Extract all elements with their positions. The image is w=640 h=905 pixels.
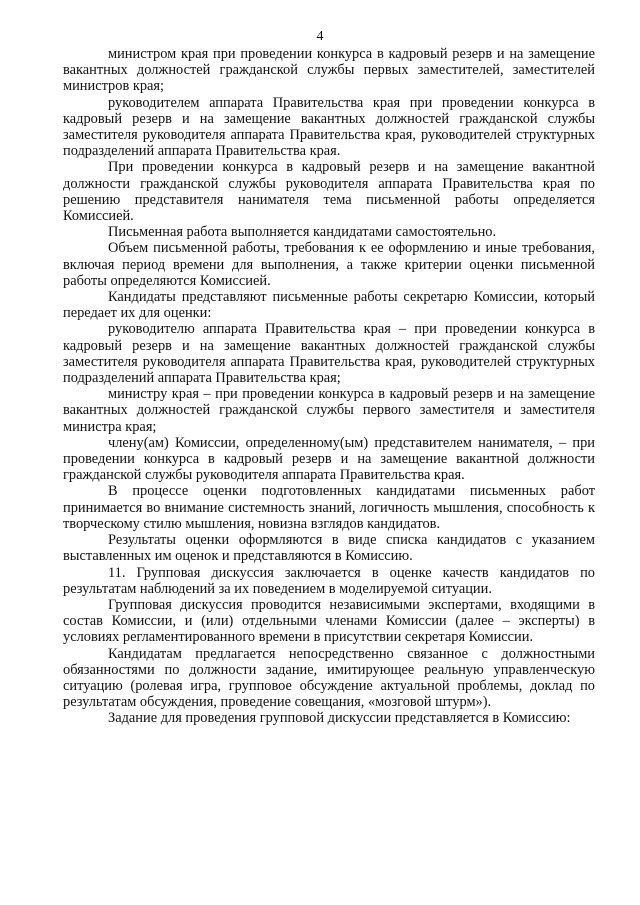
paragraph: Задание для проведения групповой дискуссии представляется в Комиссию:	[108, 710, 571, 727]
paragraph: руководителем аппарата Правительства края при проведении конкурса в кадровый резерв и на замещение вакантных должностей гражданской службы заместителя руководителя аппарата Правительства края, руководителей структурных подразделений аппарата Правительства края.	[63, 94, 595, 160]
paragraph: 11. Групповая дискуссия заключается в оценке качеств кандидатов по результатам наблюдений за их поведением в моделируемой ситуации.	[63, 564, 595, 597]
paragraph: министром края при проведении конкурса в кадровый резерв и на замещение вакантных должностей гражданской службы первых заместителей, заместителей министров края;	[63, 46, 595, 95]
paragraph: В процессе оценки подготовленных кандидатами письменных работ принимается во внимание системность знаний, логичность мышления, способность к творческому стилю мышления, новизна взглядов кандидатов.	[63, 483, 595, 532]
document-body	[63, 46, 595, 727]
paragraph: Объем письменной работы, требования к ее оформлению и иные требования, включая период времени для выполнения, а также критерии оценки письменной работы определяются Комиссией.	[63, 240, 595, 289]
paragraph: При проведении конкурса в кадровый резерв и на замещение вакантной должности гражданской службы руководителя аппарата Правительства края по решению представителя нанимателя тема письменной работы определяется Комиссией.	[63, 159, 595, 225]
paragraph: Кандидатам предлагается непосредственно связанное с должностными обязанностями по должности задание, имитирующее реальную управленческую ситуацию (ролевая игра, групповое обсуждение актуальной проблемы, доклад по результатам обсуждения, проведение совещания, «мозговой штурм»).	[63, 645, 595, 711]
paragraph: Письменная работа выполняется кандидатами самостоятельно.	[108, 224, 497, 241]
paragraph: Результаты оценки оформляются в виде списка кандидатов с указанием выставленных им оценок и представляются в Комиссию.	[63, 532, 595, 565]
paragraph: члену(ам) Комиссии, определенному(ым) представителем нанимателя, – при проведении конкурса в кадровый резерв и на замещение вакантной должности гражданской службы руководителя аппарата Правительства края.	[63, 434, 595, 484]
paragraph: министру края – при проведении конкурса в кадровый резерв и на замещение вакантных должностей гражданской службы первого заместителя и заместителя министра края;	[63, 386, 595, 435]
page-number: 4	[316, 29, 324, 44]
paragraph: Кандидаты представляют письменные работы секретарю Комиссии, который передает их для оценки:	[63, 289, 595, 322]
paragraph: Групповая дискуссия проводится независимыми экспертами, входящими в состав Комиссии, и (или) отдельными членами Комиссии (далее – эксперты) в условиях регламентированного времени в присутствии секретаря Комиссии.	[63, 596, 595, 646]
paragraph: руководителю аппарата Правительства края – при проведении конкурса в кадровый резерв и на замещение вакантных должностей гражданской службы заместителя руководителя аппарата Правительства края, руководителей структурных подразделений аппарата Правительства края;	[63, 321, 595, 387]
